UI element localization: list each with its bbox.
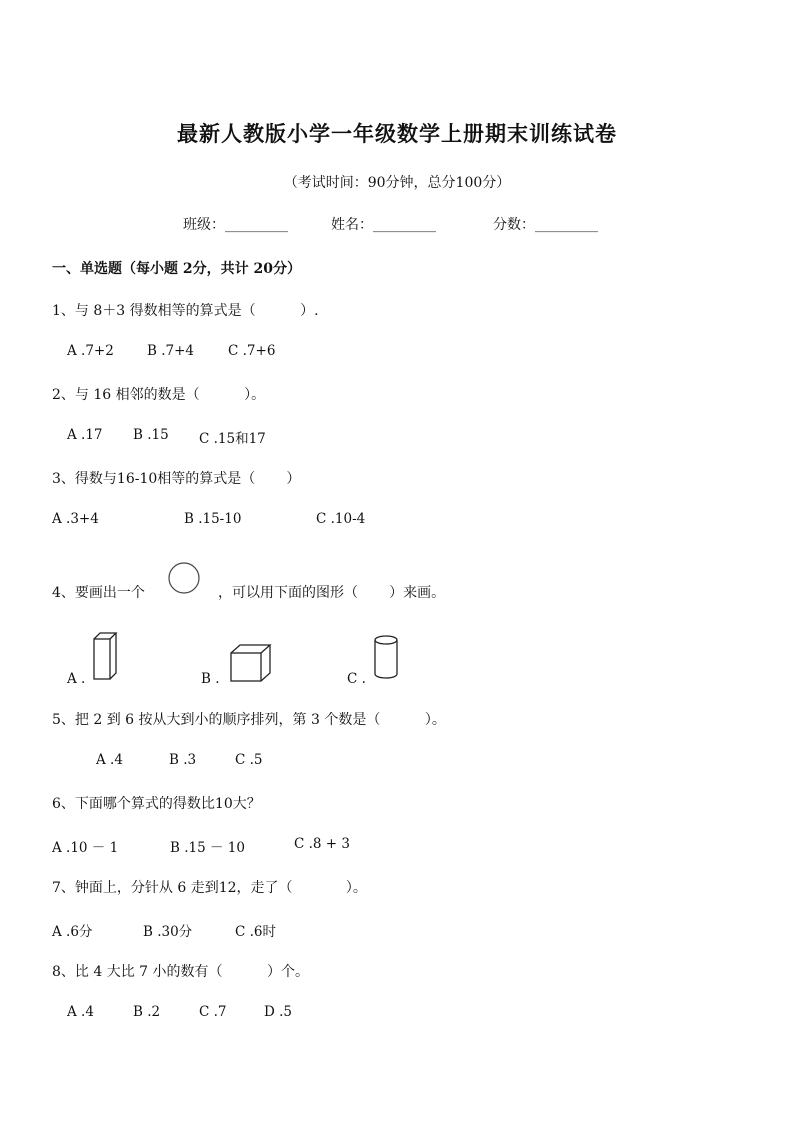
question-8: 8、比 4 大比 7 小的数有（ ）个。 <box>52 964 310 980</box>
q7-option-b: B .30分 <box>143 924 193 940</box>
cube-icon <box>229 643 273 683</box>
q4-option-a: A . <box>67 671 86 687</box>
q6-option-a: A .10 － 1 <box>52 840 119 856</box>
q3-option-c: C .10-4 <box>316 511 366 527</box>
q3-option-a: A .3+4 <box>52 511 99 527</box>
score-field: 分数：_________ <box>493 217 598 233</box>
q5-option-c: C .5 <box>235 752 263 768</box>
cylinder-icon <box>373 634 403 682</box>
q4-option-c: C . <box>347 671 366 687</box>
question-4-part2: ，可以用下面的图形（ ）来画。 <box>218 585 446 601</box>
q3-option-b: B .15-10 <box>184 511 242 527</box>
name-field: 姓名：_________ <box>331 217 436 233</box>
exam-time-note: （考试时间：90分钟，总分100分） <box>283 175 511 191</box>
section-heading: 一、单选题（每小题 2分，共计 20分） <box>52 261 301 277</box>
q2-option-b: B .15 <box>133 427 169 443</box>
class-field: 班级：_________ <box>183 217 288 233</box>
q5-option-b: B .3 <box>169 752 197 768</box>
q1-option-c: C .7+6 <box>228 343 276 359</box>
question-4-part1: 4、要画出一个 <box>52 585 145 601</box>
question-3: 3、得数与16-10相等的算式是（ ） <box>52 471 301 487</box>
q2-option-c: C .15和17 <box>199 431 266 447</box>
q7-option-c: C .6时 <box>235 924 277 940</box>
q4-option-b: B . <box>201 671 220 687</box>
circle-icon <box>168 562 202 596</box>
q8-option-b: B .2 <box>133 1004 161 1020</box>
question-1: 1、与 8＋3 得数相等的算式是（ ）. <box>52 303 319 319</box>
q8-option-c: C .7 <box>199 1004 227 1020</box>
q6-option-b: B .15 － 10 <box>170 840 245 856</box>
q5-option-a: A .4 <box>96 752 123 768</box>
q1-option-b: B .7+4 <box>147 343 194 359</box>
page-title: 最新人教版小学一年级数学上册期末训练试卷 <box>177 121 617 146</box>
question-5: 5、把 2 到 6 按从大到小的顺序排列，第 3 个数是（ ）。 <box>52 712 446 728</box>
q6-option-c: C .8 + 3 <box>294 836 350 852</box>
q8-option-a: A .4 <box>67 1004 94 1020</box>
q2-option-a: A .17 <box>67 427 103 443</box>
question-7: 7、钟面上，分针从 6 走到12，走了（ ）。 <box>52 880 367 896</box>
question-6: 6、下面哪个算式的得数比10大？ <box>52 796 261 812</box>
tall-box-icon <box>92 631 122 681</box>
question-2: 2、与 16 相邻的数是（ ）。 <box>52 387 266 403</box>
q1-option-a: A .7+2 <box>67 343 114 359</box>
q7-option-a: A .6分 <box>52 924 93 940</box>
q8-option-d: D .5 <box>264 1004 292 1020</box>
